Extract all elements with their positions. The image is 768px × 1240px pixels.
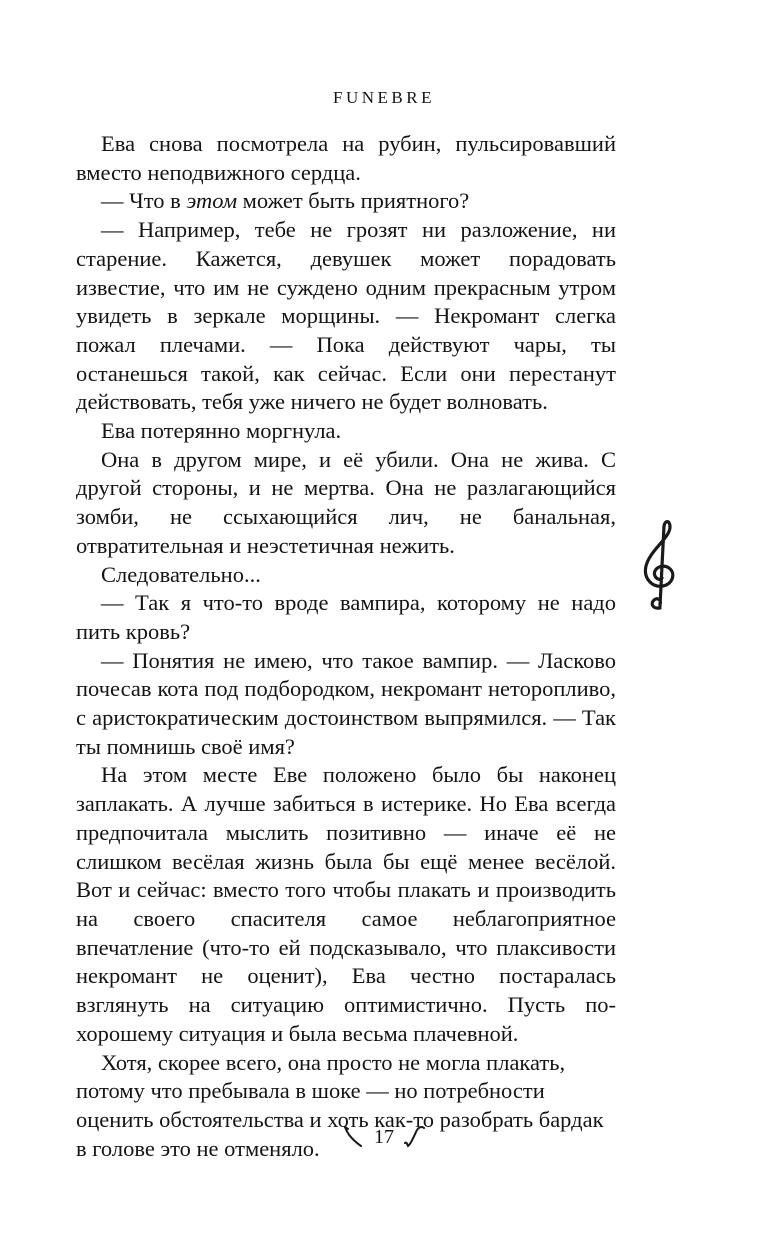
paragraph-tail: может быть приятного? xyxy=(237,188,470,214)
treble-clef-icon xyxy=(636,518,682,612)
folio-flourish-left-icon xyxy=(342,1124,364,1150)
body-text xyxy=(76,130,616,1163)
running-head: FUNEBRE xyxy=(333,88,435,107)
paragraph: — Так я что-то вроде вампира, которому не надо пить кровь? xyxy=(76,590,616,644)
folio-flourish-right-icon xyxy=(404,1124,426,1150)
paragraph: Ева снова посмотрела на рубин, пульсировавший вместо неподвижного сердца. xyxy=(76,131,616,185)
paragraph: На этом месте Еве положено было бы наконец заплакать. А лучше забиться в истерике. Но Ева всегда предпочитала мыслить позитивно — иначе её не слишком весёлая жизнь была бы ещё менее весёлой. Вот и сейчас: вместо того чтобы плакать и производить на своего спасителя самое неблагоприятное впечатление (что-то ей подсказывало, что плаксивости некромант не оценит), Ева честно постаралась взглянуть на ситуацию оптимистично. Пусть по-хорошему ситуация и была весьма плачевной. xyxy=(76,762,616,1046)
paragraph: — Понятия не имею, что такое вампир. — Ласково почесав кота под подбородком, некромант неторопливо, с аристократическим достоинством выпрямился. — Так ты помнишь своё имя? xyxy=(76,647,616,759)
paragraph: Хотя, скорее всего, она просто не могла плакать, потому что пребывала в шоке — но потребности оценить обстоятельства и хоть как-то разобрать бардак в голове это не отменяло. xyxy=(76,1049,604,1161)
paragraph xyxy=(76,187,616,216)
paragraph-lead: — Что в xyxy=(101,188,187,214)
paragraph: Ева потерянно моргнула. xyxy=(101,418,342,444)
page-number: 17 xyxy=(374,1125,394,1148)
paragraph: — Например, тебе не грозят ни разложение, ни старение. Кажется, девушек может порадовать известие, что им не суждено одним прекрасным утром увидеть в зеркале морщины. — Некромант слегка пожал плечами. — Пока действуют чары, ты останешься такой, как сейчас. Если они перестанут действовать, тебя уже ничего не будет волновать. xyxy=(76,217,616,415)
italic-word: этом xyxy=(186,188,238,214)
paragraph: Она в другом мире, и её убили. Она не жива. С другой стороны, и не мертва. Она не разлагающийся зомби, не ссыхающийся лич, не банальная, отвратительная и неэстетичная нежить. xyxy=(76,446,616,558)
page-folio xyxy=(0,1124,768,1150)
paragraph: Следовательно... xyxy=(101,561,261,587)
